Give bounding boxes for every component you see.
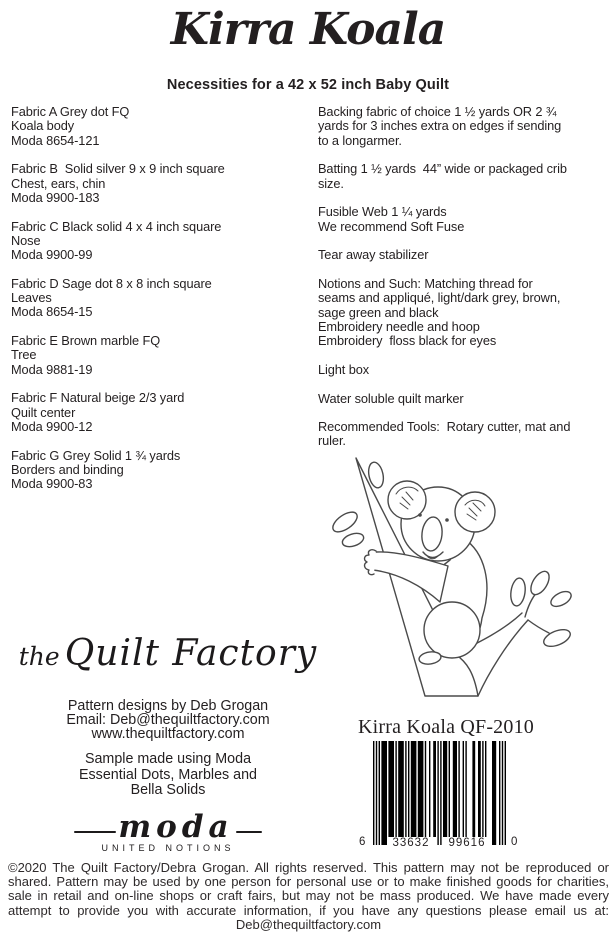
koala-ear-right bbox=[455, 492, 495, 532]
materials-left-column bbox=[11, 105, 311, 506]
material-line: Water soluble quilt marker bbox=[318, 390, 464, 406]
material-line: Recommended Tools: Rotary cutter, mat and bbox=[318, 419, 571, 435]
copyright-line: attempt to provide you with accurate information, if you have any questions please email us at: bbox=[8, 902, 609, 918]
barcode-digit-group: 33632 bbox=[392, 837, 430, 849]
material-item bbox=[11, 162, 311, 205]
material-line: Moda 9900-12 bbox=[11, 419, 93, 434]
text-line: Sample made using Moda bbox=[84, 751, 252, 767]
materials-right-column bbox=[318, 105, 615, 463]
material-item bbox=[318, 248, 615, 262]
material-line: Koala body bbox=[11, 118, 75, 134]
material-line: Fabric C Black solid 4 x 4 inch square bbox=[11, 218, 222, 234]
leaf-icon bbox=[548, 589, 573, 610]
upc-barcode bbox=[357, 741, 523, 855]
material-line: Fabric E Brown marble FQ bbox=[11, 333, 161, 349]
leaf-icon bbox=[341, 531, 366, 549]
logo-words-quilt-factory: Quilt Factory bbox=[64, 633, 318, 674]
material-line: size. bbox=[318, 175, 344, 191]
material-line: Notions and Such: Matching thread for bbox=[318, 275, 533, 291]
moda-swash-right bbox=[236, 831, 262, 833]
copyright-line: ©2020 The Quilt Factory/Debra Grogan. All rights reserved. This pattern may not be reproduced or bbox=[8, 860, 609, 875]
material-line: Fabric D Sage dot 8 x 8 inch square bbox=[11, 275, 212, 291]
material-line: Quilt center bbox=[11, 404, 76, 420]
material-item bbox=[318, 363, 615, 377]
material-line: Embroidery floss black for eyes bbox=[318, 333, 497, 349]
moda-united-notions: UNITED NOTIONS bbox=[101, 843, 235, 853]
material-item bbox=[318, 105, 615, 148]
sample-fabrics-note bbox=[0, 752, 336, 799]
product-label: Kirra Koala QF-2010 bbox=[358, 716, 534, 738]
material-line: Borders and binding bbox=[11, 461, 124, 477]
koala-thigh bbox=[424, 602, 480, 658]
material-line: Backing fabric of choice 1 ½ yards OR 2 ¾ bbox=[318, 104, 557, 119]
material-line: Fabric A Grey dot FQ bbox=[11, 104, 130, 119]
material-item bbox=[11, 391, 311, 434]
barcode-digit-lead: 6 bbox=[359, 836, 366, 848]
material-line: Nose bbox=[11, 232, 41, 248]
moda-logo-script bbox=[74, 809, 261, 845]
koala-illustration bbox=[328, 452, 578, 702]
moda-swash-left bbox=[74, 831, 116, 833]
barcode-digit-trail: 0 bbox=[511, 836, 518, 848]
material-line: Tree bbox=[11, 347, 37, 363]
leaf-icon bbox=[330, 508, 361, 536]
material-item bbox=[11, 220, 311, 263]
material-line: Light box bbox=[318, 361, 370, 377]
email-line: Email: Deb@thequiltfactory.com bbox=[66, 712, 270, 728]
tree-branch-icon bbox=[478, 620, 528, 696]
material-item bbox=[11, 277, 311, 320]
material-line: seams and appliqué, light/dark grey, brown, bbox=[318, 290, 561, 306]
koala-eye-left bbox=[418, 513, 422, 517]
koala-paw bbox=[365, 550, 376, 575]
material-item bbox=[11, 105, 311, 148]
material-line: sage green and black bbox=[318, 304, 439, 320]
material-item bbox=[318, 277, 615, 348]
material-line: ruler. bbox=[318, 433, 346, 449]
material-line: Tear away stabilizer bbox=[318, 247, 429, 263]
material-line: Chest, ears, chin bbox=[11, 175, 106, 191]
leaf-icon bbox=[509, 577, 527, 607]
logo-word-the: the bbox=[18, 642, 60, 671]
material-line: Moda 9881-19 bbox=[11, 361, 93, 377]
tree-twig-icon bbox=[525, 592, 537, 617]
material-line: Fabric B Solid silver 9 x 9 inch square bbox=[11, 161, 225, 177]
leaf-icon bbox=[541, 626, 572, 649]
copyright-line: shared. Pattern may be used by one person for personal use or to make finished goods for charities, bbox=[8, 874, 609, 890]
material-line: Moda 9900-99 bbox=[11, 247, 93, 263]
page-subtitle: Necessities for a 42 x 52 inch Baby Quilt bbox=[166, 77, 450, 93]
material-item bbox=[318, 420, 615, 449]
material-line: Fabric F Natural beige 2/3 yard bbox=[11, 390, 185, 406]
material-line: Fabric G Grey Solid 1 ¾ yards bbox=[11, 447, 181, 463]
copyright-line: sale in retail and on-line shops or craft fairs, but may not be mass produced. We have made every bbox=[8, 888, 609, 904]
text-line: Bella Solids bbox=[130, 782, 206, 799]
material-item bbox=[318, 392, 615, 406]
designer-credit: Pattern designs by Deb Grogan bbox=[67, 698, 269, 714]
material-line: Embroidery needle and hoop bbox=[318, 318, 480, 334]
copyright-text bbox=[8, 861, 609, 932]
material-line: Moda 9900-183 bbox=[11, 189, 100, 205]
moda-logo bbox=[0, 809, 336, 853]
material-line: Moda 8654-15 bbox=[11, 304, 93, 320]
website-line: www.thequiltfactory.com bbox=[91, 726, 245, 742]
material-line: Fusible Web 1 ¼ yards bbox=[318, 204, 447, 220]
moda-wordmark: moda bbox=[118, 809, 234, 845]
material-line: Leaves bbox=[11, 290, 52, 306]
tree-twig-icon bbox=[528, 620, 549, 633]
material-line: yards for 3 inches extra on edges if sending bbox=[318, 118, 562, 134]
material-line: We recommend Soft Fuse bbox=[318, 218, 465, 234]
barcode-digit-group: 99616 bbox=[448, 837, 486, 849]
material-item bbox=[318, 205, 615, 234]
material-item bbox=[11, 334, 311, 377]
leaf-icon bbox=[527, 568, 553, 597]
material-item bbox=[318, 162, 615, 191]
koala-eye-right bbox=[445, 518, 449, 522]
material-line: to a longarmer. bbox=[318, 132, 402, 148]
material-line: Moda 8654-121 bbox=[11, 132, 100, 148]
quilt-factory-logo bbox=[0, 633, 336, 674]
material-line: Moda 9900-83 bbox=[11, 476, 93, 492]
copyright-line: Deb@thequiltfactory.com bbox=[235, 916, 382, 932]
material-item bbox=[11, 449, 311, 492]
barcode-bars bbox=[373, 741, 507, 845]
material-line: Batting 1 ½ yards 44” wide or packaged crib bbox=[318, 161, 567, 177]
text-line: Essential Dots, Marbles and bbox=[79, 766, 257, 783]
page-title: Kirra Koala bbox=[170, 4, 446, 55]
